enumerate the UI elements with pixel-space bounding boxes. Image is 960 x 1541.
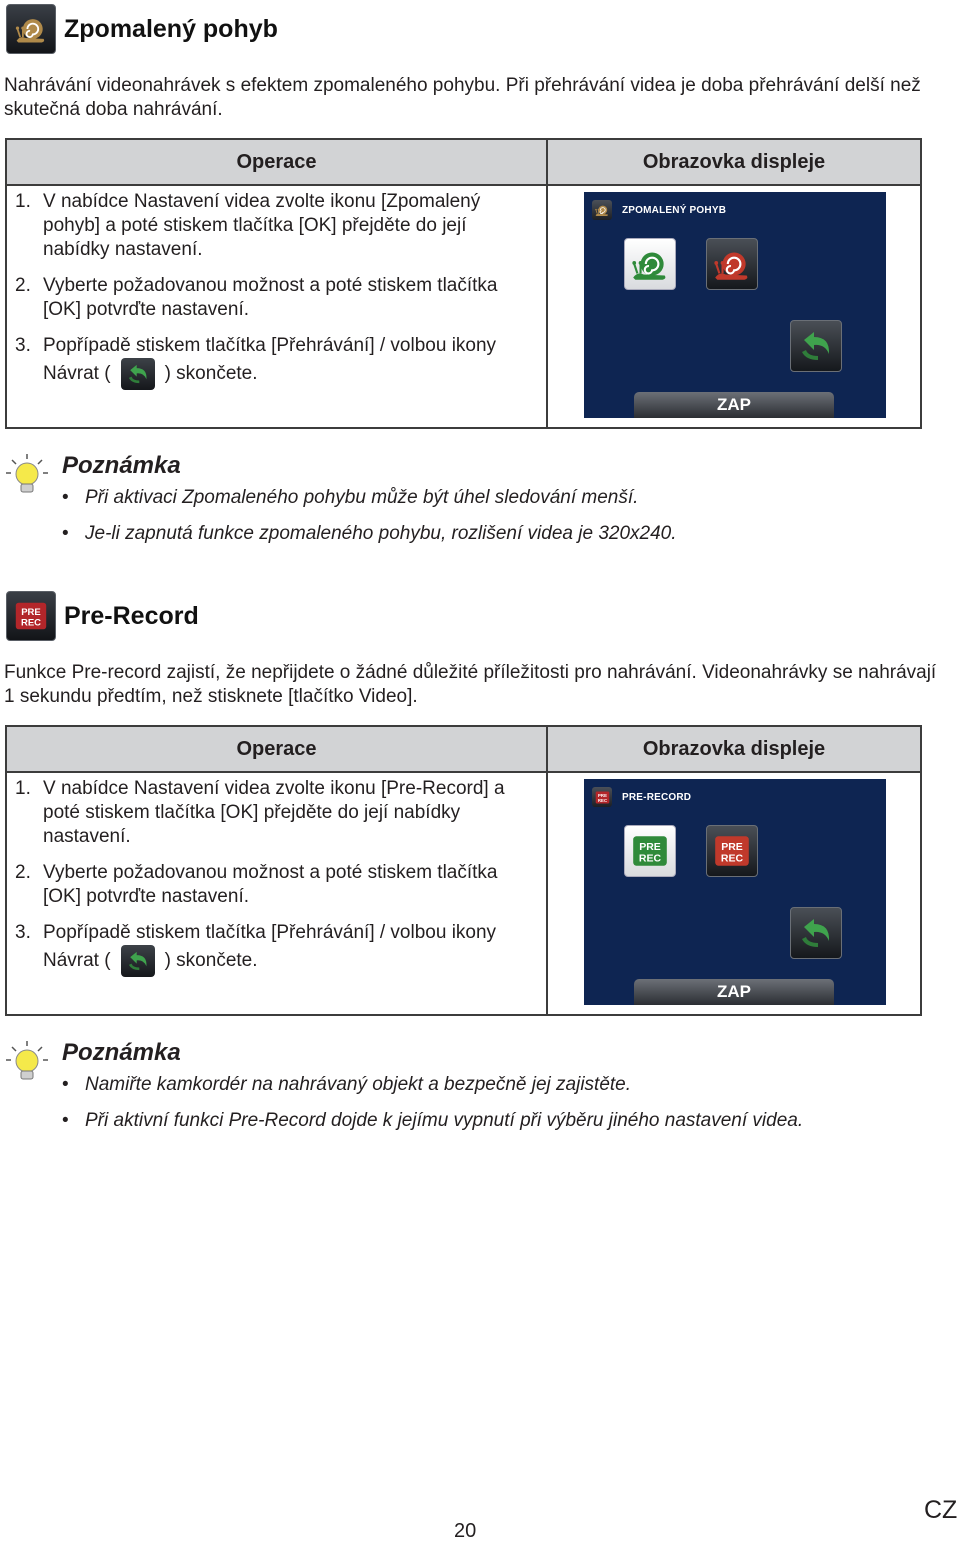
display-column bbox=[548, 773, 920, 1014]
note-item-text: Je-li zapnutá funkce zpomaleného pohybu, rozlišení videa je 320x240. bbox=[85, 523, 677, 544]
back-button[interactable] bbox=[790, 907, 842, 959]
col-operations-header: Operace bbox=[7, 140, 548, 184]
bullet-icon: • bbox=[62, 1110, 69, 1131]
note-title: Poznámka bbox=[62, 1039, 181, 1066]
return-arrow-icon bbox=[121, 358, 155, 390]
steps-column bbox=[7, 186, 548, 427]
pre-rec-red-icon bbox=[711, 830, 753, 872]
steps-column bbox=[7, 773, 548, 1014]
snail-red-icon bbox=[711, 243, 753, 285]
operations-table bbox=[5, 138, 922, 429]
step-number: 1. bbox=[15, 778, 31, 799]
step-number: 2. bbox=[15, 275, 31, 296]
pre-rec-icon bbox=[592, 787, 612, 807]
note-list bbox=[62, 486, 942, 558]
note-item bbox=[62, 522, 942, 546]
section-intro: Nahrávání videonahrávek s efektem zpomaleného pohybu. Při přehrávání videa je doba přehrávání delší než skutečná doba nahrávání. bbox=[4, 75, 921, 120]
step-number: 2. bbox=[15, 862, 31, 883]
note-item bbox=[62, 486, 942, 510]
lcd-title-bar bbox=[592, 787, 691, 807]
step-number: 3. bbox=[15, 335, 31, 356]
bullet-icon: • bbox=[62, 487, 69, 508]
option-off-pre-rec-green[interactable] bbox=[624, 825, 676, 877]
return-arrow-icon bbox=[796, 326, 836, 366]
step-text-before: Popřípadě stiskem tlačítka [Přehrávání] / volbou ikony Návrat ( bbox=[43, 335, 497, 385]
operations-table bbox=[5, 725, 922, 1016]
col-display-header: Obrazovka displeje bbox=[642, 150, 826, 173]
step-number: 1. bbox=[15, 191, 31, 212]
page-number: 20 bbox=[454, 1520, 477, 1541]
snail-green-icon bbox=[629, 243, 671, 285]
step-text: V nabídce Nastavení videa zvolte ikonu [Zpomalený pohyb] a poté stiskem tlačítka [OK] přejděte do její nabídky nastavení. bbox=[43, 191, 481, 260]
note-item-text: Při aktivaci Zpomaleného pohybu může být úhel sledování menší. bbox=[85, 487, 639, 508]
step-item bbox=[15, 777, 546, 849]
note-item-text: Namiřte kamkordér na nahrávaný objekt a bezpečně jej zajistěte. bbox=[85, 1074, 632, 1095]
status-bar: ZAP bbox=[634, 392, 834, 418]
note-list bbox=[62, 1073, 942, 1145]
step-text: Vyberte požadovanou možnost a poté stiskem tlačítka [OK] potvrďte nastavení. bbox=[43, 275, 498, 320]
table-header bbox=[7, 140, 920, 186]
option-off-snail-green[interactable] bbox=[624, 238, 676, 290]
lcd-title: ZPOMALENÝ POHYB bbox=[622, 204, 727, 216]
status-bar: ZAP bbox=[634, 979, 834, 1005]
bullet-icon: • bbox=[62, 1074, 69, 1095]
step-text-after: ) skončete. bbox=[164, 950, 258, 972]
step-item bbox=[15, 861, 546, 909]
step-text: V nabídce Nastavení videa zvolte ikonu [Pre-Record] a poté stiskem tlačítka [OK] přejděte do její nabídky nastavení. bbox=[43, 778, 505, 847]
step-text-before: Popřípadě stiskem tlačítka [Přehrávání] / volbou ikony Návrat ( bbox=[43, 922, 497, 972]
table-body bbox=[7, 773, 920, 1014]
section-header bbox=[6, 4, 278, 54]
lcd-screen bbox=[584, 779, 886, 1005]
note-item bbox=[62, 1073, 942, 1097]
return-arrow-icon bbox=[796, 913, 836, 953]
pre-rec-green-icon bbox=[629, 830, 671, 872]
bullet-icon: • bbox=[62, 523, 69, 544]
return-arrow-icon bbox=[121, 945, 155, 977]
step-item bbox=[15, 921, 546, 977]
section-header bbox=[6, 591, 199, 641]
step-text: Vyberte požadovanou možnost a poté stiskem tlačítka [OK] potvrďte nastavení. bbox=[43, 862, 498, 907]
step-number: 3. bbox=[15, 922, 31, 943]
snail-icon bbox=[6, 4, 56, 54]
lcd-title: PRE-RECORD bbox=[622, 791, 692, 803]
section-intro: Funkce Pre-record zajistí, že nepřijdete o žádné důležité příležitosti pro nahrávání. Videonahrávky se nahrávají 1 sekundu předtím, než stisknete [tlačítko Video]. bbox=[4, 662, 937, 707]
step-item bbox=[15, 274, 546, 322]
section-title: Zpomalený pohyb bbox=[64, 14, 278, 43]
section-title: Pre-Record bbox=[64, 601, 199, 630]
col-display-header: Obrazovka displeje bbox=[642, 737, 826, 760]
lcd-title-bar bbox=[592, 200, 726, 220]
step-text bbox=[43, 334, 546, 390]
col-operations-header: Operace bbox=[7, 727, 548, 771]
option-on-snail-red[interactable] bbox=[706, 238, 758, 290]
language-code: CZ bbox=[924, 1496, 958, 1524]
step-text bbox=[43, 921, 546, 977]
note-title: Poznámka bbox=[62, 452, 181, 479]
option-on-pre-rec-red[interactable] bbox=[706, 825, 758, 877]
step-item bbox=[15, 334, 546, 390]
lcd-screen bbox=[584, 192, 886, 418]
snail-icon bbox=[592, 200, 612, 220]
note-item-text: Při aktivní funkci Pre-Record dojde k jejímu vypnutí při výběru jiného nastavení videa. bbox=[85, 1110, 804, 1131]
lightbulb-icon bbox=[4, 452, 50, 496]
table-body bbox=[7, 186, 920, 427]
table-header bbox=[7, 727, 920, 773]
lightbulb-icon bbox=[4, 1039, 50, 1083]
step-text-after: ) skončete. bbox=[164, 363, 258, 385]
back-button[interactable] bbox=[790, 320, 842, 372]
pre-rec-icon bbox=[6, 591, 56, 641]
note-item bbox=[62, 1109, 942, 1133]
step-item bbox=[15, 190, 546, 262]
display-column bbox=[548, 186, 920, 427]
